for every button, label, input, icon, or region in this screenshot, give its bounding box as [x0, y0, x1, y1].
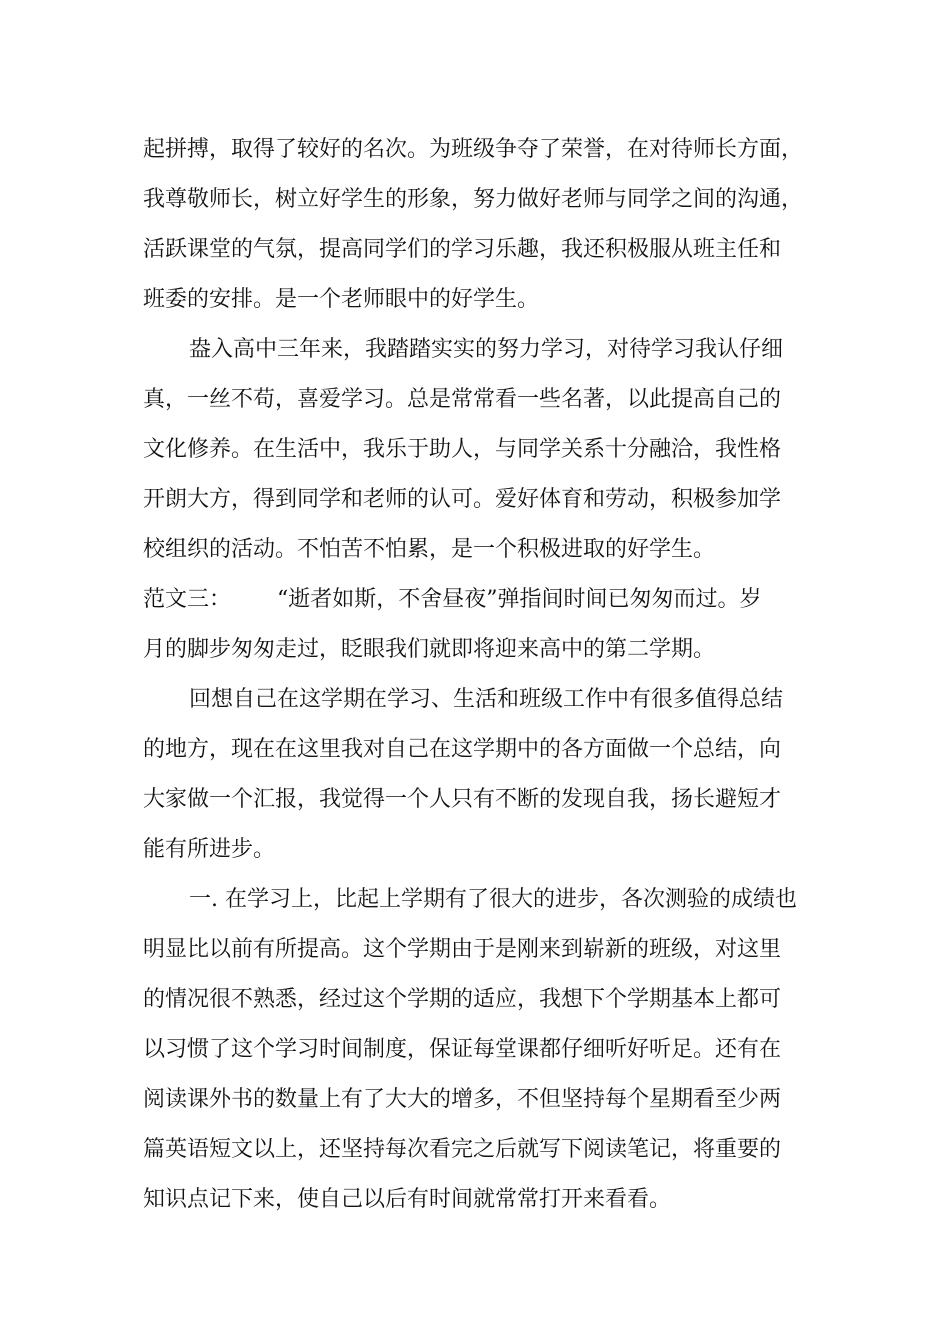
- line-text: 以习惯了这个学习时间制度，保证每堂课都仔细听好听足。还有在: [143, 1037, 782, 1062]
- line-text: 文化修养。在生活中，我乐于助人，与同学关系十分融洽，我性格: [143, 437, 782, 462]
- line-text: 我尊敬师长，树立好学生的形象，努力做好老师与同学之间的沟通，: [143, 187, 804, 212]
- text-line: [0, 230, 950, 270]
- line-text: 班委的安排。是一个老师眼中的好学生。: [143, 287, 540, 312]
- line-text: 知识点记下来，使自己以后有时间就常常打开来看看。: [143, 1187, 672, 1212]
- line-text: 明显比以前有所提高。这个学期由于是刚来到崭新的班级，对这里: [143, 937, 782, 962]
- line-text: 校组织的活动。不怕苦不怕累，是一个积极进取的好学生。: [143, 537, 716, 562]
- text-line: [0, 780, 950, 820]
- line-text: 的情况很不熟悉，经过这个学期的适应，我想下个学期基本上都可: [143, 987, 782, 1012]
- text-line: [0, 330, 950, 370]
- text-line: [0, 980, 950, 1020]
- text-line: [0, 730, 950, 770]
- line-text: 起拼搏，取得了较好的名次。为班级争夺了荣誉，在对待师长方面，: [143, 137, 804, 162]
- text-line: [0, 280, 950, 320]
- line-text: 月的脚步匆匆走过，眨眼我们就即将迎来高中的第二学期。: [143, 637, 716, 662]
- text-line: [0, 430, 950, 470]
- text-line: [0, 1030, 950, 1070]
- section-label: 范文三：: [143, 587, 232, 612]
- line-text: 回想自己在这学期在学习、生活和班级工作中有很多值得总结: [189, 687, 784, 712]
- line-text: 真，一丝不苟，喜爱学习。总是常常看一些名著，以此提高自己的: [143, 387, 782, 412]
- text-line: [0, 930, 950, 970]
- text-line: [0, 1130, 950, 1170]
- text-line: [0, 880, 950, 920]
- text-line: [0, 530, 950, 570]
- text-line: [0, 630, 950, 670]
- text-line: [0, 480, 950, 520]
- line-text: 大家做一个汇报，我觉得一个人只有不断的发现自我，扬长避短才: [143, 787, 782, 812]
- line-text: 的地方，现在在这里我对自己在这学期中的各方面做一个总结，向: [143, 737, 782, 762]
- line-text: 篇英语短文以上，还坚持每次看完之后就写下阅读笔记，将重要的: [143, 1137, 782, 1162]
- line-text: 一. 在学习上，比起上学期有了很大的进步，各次测验的成绩也: [189, 887, 797, 912]
- text-line: [0, 1180, 950, 1220]
- section-heading-line: [0, 580, 950, 620]
- line-text: 能有所进步。: [143, 837, 276, 862]
- text-line: [0, 180, 950, 220]
- line-text: 阅读课外书的数量上有了大大的增多，不但坚持每个星期看至少两: [143, 1087, 782, 1112]
- line-text: 活跃课堂的气氛，提高同学们的学习乐趣，我还积极服从班主任和: [143, 237, 782, 262]
- text-line: [0, 1080, 950, 1120]
- text-line: [0, 130, 950, 170]
- line-text: “逝者如斯，不舍昼夜”弹指间时间已匆匆而过。岁: [277, 587, 762, 612]
- text-line: [0, 380, 950, 420]
- line-text: 开朗大方，得到同学和老师的认可。爱好体育和劳动，积极参加学: [143, 487, 782, 512]
- text-line: [0, 680, 950, 720]
- line-text: 盎入高中三年来，我踏踏实实的努力学习，对待学习我认仔细: [189, 337, 784, 362]
- text-line: [0, 830, 950, 870]
